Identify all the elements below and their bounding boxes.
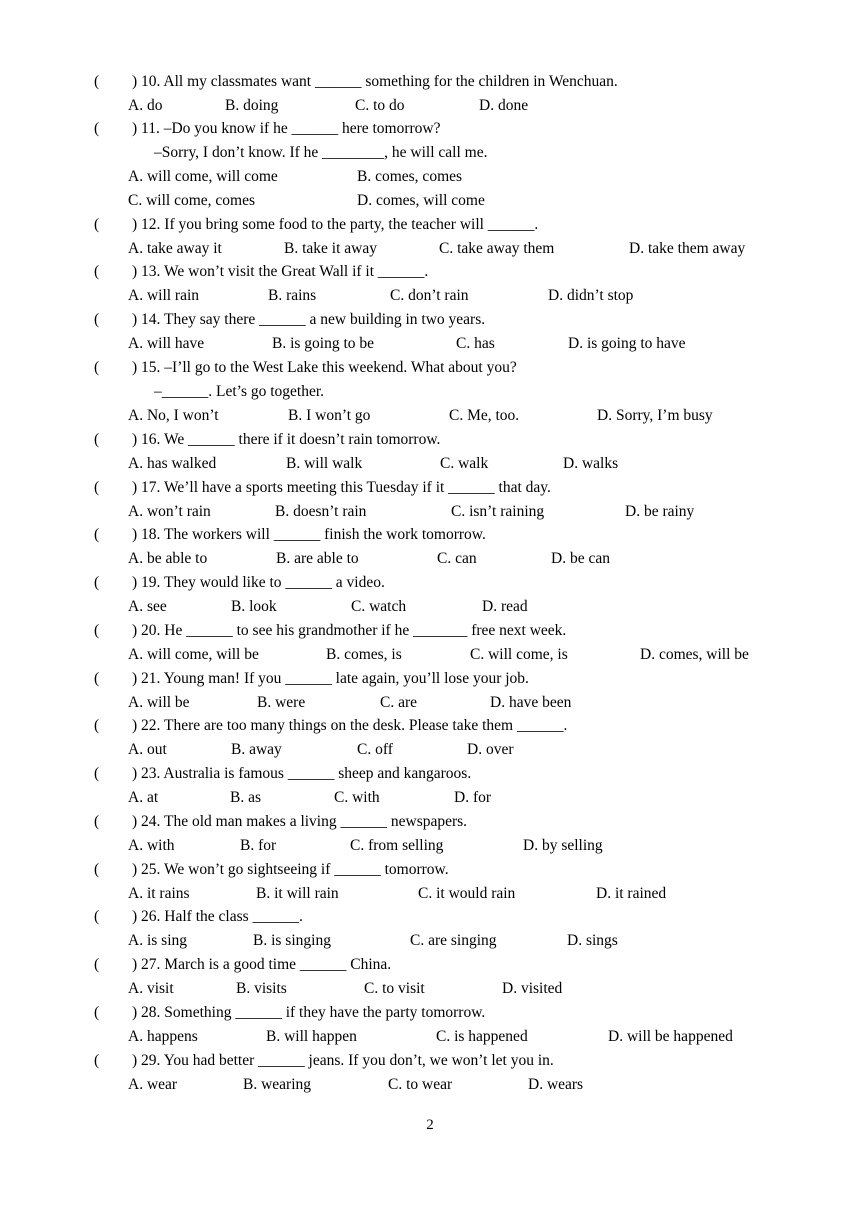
- answer-option[interactable]: C. has: [456, 334, 495, 352]
- answer-option[interactable]: B. will happen: [266, 1027, 357, 1045]
- question-stem: ) 15. –I’ll go to the West Lake this weekend. What about you?: [132, 359, 517, 376]
- question-stem: ) 16. We ______ there if it doesn’t rain tomorrow.: [132, 431, 441, 448]
- answer-option[interactable]: B. away: [231, 740, 282, 758]
- answer-option[interactable]: D. be can: [551, 549, 610, 567]
- question-stem: ) 28. Something ______ if they have the party tomorrow.: [132, 1004, 486, 1021]
- answer-paren-open: (: [94, 574, 100, 591]
- answer-option[interactable]: A. take away it: [128, 239, 222, 257]
- answer-paren-open: (: [94, 263, 100, 280]
- answer-paren-open: (: [94, 120, 100, 137]
- answer-option[interactable]: A. happens: [128, 1027, 198, 1045]
- answer-option[interactable]: B. comes, comes: [357, 167, 463, 185]
- answer-option[interactable]: C. to visit: [364, 979, 425, 997]
- answer-option[interactable]: B. rains: [268, 286, 317, 304]
- answer-paren-open: (: [94, 622, 100, 639]
- answer-option[interactable]: A. has walked: [128, 454, 217, 472]
- question-stem: ) 26. Half the class ______.: [132, 908, 303, 925]
- answer-option[interactable]: C. don’t rain: [390, 286, 469, 304]
- answer-option[interactable]: C. watch: [351, 597, 407, 615]
- answer-option[interactable]: C. can: [437, 549, 477, 567]
- question-stem: ) 22. There are too many things on the desk. Please take them ______.: [132, 717, 568, 734]
- question-stem: ) 27. March is a good time ______ China.: [132, 956, 392, 973]
- answer-paren-open: (: [94, 765, 100, 782]
- answer-option[interactable]: D. wears: [528, 1075, 584, 1093]
- answer-option[interactable]: D. didn’t stop: [548, 286, 634, 304]
- answer-option[interactable]: C. will come, is: [470, 645, 568, 663]
- answer-option[interactable]: B. doing: [225, 96, 279, 114]
- answer-option[interactable]: D. will be happened: [608, 1027, 733, 1045]
- answer-option[interactable]: D. over: [467, 740, 514, 758]
- answer-option[interactable]: D. take them away: [629, 239, 746, 257]
- answer-option[interactable]: B. were: [257, 693, 306, 711]
- answer-option[interactable]: B. comes, is: [326, 645, 402, 663]
- answer-option[interactable]: B. I won’t go: [288, 406, 371, 424]
- answer-option[interactable]: D. for: [454, 788, 492, 806]
- answer-option[interactable]: D. visited: [502, 979, 563, 997]
- answer-option[interactable]: D. comes, will come: [357, 191, 485, 209]
- question-stem: ) 14. They say there ______ a new building in two years.: [132, 311, 486, 328]
- answer-option[interactable]: A. be able to: [128, 549, 208, 567]
- answer-option[interactable]: A. will come, will be: [128, 645, 259, 663]
- answer-option[interactable]: D. by selling: [523, 836, 603, 854]
- question-stem: ) 19. They would like to ______ a video.: [132, 574, 385, 591]
- answer-option[interactable]: C. with: [334, 788, 380, 806]
- question-stem: ) 24. The old man makes a living ______ newspapers.: [132, 813, 468, 830]
- answer-option[interactable]: D. sings: [567, 931, 618, 949]
- answer-option[interactable]: B. will walk: [286, 454, 363, 472]
- answer-option[interactable]: A. is sing: [128, 931, 187, 949]
- answer-option[interactable]: C. off: [357, 740, 393, 758]
- answer-option[interactable]: A. visit: [128, 979, 174, 997]
- question-stem: ) 17. We’ll have a sports meeting this Tuesday if it ______ that day.: [132, 479, 551, 496]
- answer-option[interactable]: B. it will rain: [256, 884, 339, 902]
- answer-paren-open: (: [94, 216, 100, 233]
- answer-option[interactable]: B. visits: [236, 979, 287, 997]
- answer-paren-open: (: [94, 311, 100, 328]
- answer-option[interactable]: A. at: [128, 788, 159, 806]
- answer-option[interactable]: C. is happened: [436, 1027, 528, 1045]
- answer-option[interactable]: B. as: [230, 788, 261, 806]
- answer-option[interactable]: A. do: [128, 96, 163, 114]
- answer-option[interactable]: C. take away them: [439, 239, 555, 257]
- answer-paren-open: (: [94, 956, 100, 973]
- answer-option[interactable]: A. with: [128, 836, 175, 854]
- dialogue-line: –Sorry, I don’t know. If he ________, he will call me.: [154, 143, 488, 161]
- answer-option[interactable]: A. out: [128, 740, 167, 758]
- answer-option[interactable]: D. read: [482, 597, 528, 615]
- dialogue-line: –______. Let’s go together.: [154, 382, 325, 400]
- answer-option[interactable]: B. doesn’t rain: [275, 502, 367, 520]
- answer-option[interactable]: D. it rained: [596, 884, 667, 902]
- answer-option[interactable]: C. to wear: [388, 1075, 453, 1093]
- question-stem: ) 10. All my classmates want ______ something for the children in Wenchuan.: [132, 73, 618, 90]
- answer-paren-open: (: [94, 1004, 100, 1021]
- answer-option[interactable]: B. is singing: [253, 931, 331, 949]
- answer-option[interactable]: D. be rainy: [625, 502, 695, 520]
- answer-option[interactable]: B. for: [240, 836, 277, 854]
- question-stem: ) 23. Australia is famous ______ sheep and kangaroos.: [132, 765, 472, 782]
- question-stem: ) 11. –Do you know if he ______ here tomorrow?: [132, 120, 441, 137]
- question-stem: ) 21. Young man! If you ______ late again, you’ll lose your job.: [132, 670, 529, 687]
- answer-option[interactable]: A. it rains: [128, 884, 190, 902]
- answer-option[interactable]: A. will rain: [128, 286, 200, 304]
- question-stem: ) 12. If you bring some food to the party, the teacher will ______.: [132, 216, 539, 233]
- answer-paren-open: (: [94, 431, 100, 448]
- page-number: 2: [426, 1117, 434, 1133]
- answer-option[interactable]: C. isn’t raining: [451, 502, 545, 520]
- question-stem: ) 13. We won’t visit the Great Wall if it ______.: [132, 263, 429, 280]
- answer-option[interactable]: D. Sorry, I’m busy: [597, 406, 713, 424]
- answer-paren-open: (: [94, 861, 100, 878]
- answer-option[interactable]: D. is going to have: [568, 334, 686, 352]
- answer-paren-open: (: [94, 813, 100, 830]
- answer-paren-open: (: [94, 670, 100, 687]
- answer-paren-open: (: [94, 359, 100, 376]
- answer-option[interactable]: D. comes, will be: [640, 645, 749, 663]
- answer-paren-open: (: [94, 479, 100, 496]
- answer-option[interactable]: A. will have: [128, 334, 205, 352]
- answer-option[interactable]: C. are singing: [410, 931, 497, 949]
- question-stem: ) 29. You had better ______ jeans. If you don’t, we won’t let you in.: [132, 1052, 554, 1069]
- answer-option[interactable]: A. No, I won’t: [128, 406, 219, 424]
- answer-option[interactable]: A. wear: [128, 1075, 178, 1093]
- answer-option[interactable]: C. are: [380, 693, 418, 711]
- question-stem: ) 18. The workers will ______ finish the work tomorrow.: [132, 526, 486, 543]
- answer-option[interactable]: C. walk: [440, 454, 489, 472]
- answer-option[interactable]: D. walks: [563, 454, 619, 472]
- answer-option[interactable]: A. will be: [128, 693, 190, 711]
- answer-option[interactable]: C. will come, comes: [128, 191, 255, 209]
- answer-option[interactable]: C. to do: [355, 96, 405, 114]
- answer-paren-open: (: [94, 717, 100, 734]
- answer-option[interactable]: B. take it away: [284, 239, 377, 257]
- answer-option[interactable]: C. Me, too.: [449, 406, 520, 424]
- answer-option[interactable]: D. done: [479, 96, 529, 114]
- answer-option[interactable]: D. have been: [490, 693, 572, 711]
- answer-option[interactable]: A. see: [128, 597, 167, 615]
- answer-option[interactable]: B. are able to: [276, 549, 359, 567]
- answer-option[interactable]: C. from selling: [350, 836, 444, 854]
- answer-option[interactable]: B. is going to be: [272, 334, 375, 352]
- answer-option[interactable]: B. wearing: [243, 1075, 312, 1093]
- answer-option[interactable]: A. won’t rain: [128, 502, 211, 520]
- question-stem: ) 25. We won’t go sightseeing if ______ tomorrow.: [132, 861, 449, 878]
- answer-paren-open: (: [94, 73, 100, 90]
- question-stem: ) 20. He ______ to see his grandmother if he _______ free next week.: [132, 622, 567, 639]
- answer-option[interactable]: A. will come, will come: [128, 167, 278, 185]
- answer-option[interactable]: C. it would rain: [418, 884, 516, 902]
- answer-option[interactable]: B. look: [231, 597, 277, 615]
- answer-paren-open: (: [94, 526, 100, 543]
- answer-paren-open: (: [94, 908, 100, 925]
- answer-paren-open: (: [94, 1052, 100, 1069]
